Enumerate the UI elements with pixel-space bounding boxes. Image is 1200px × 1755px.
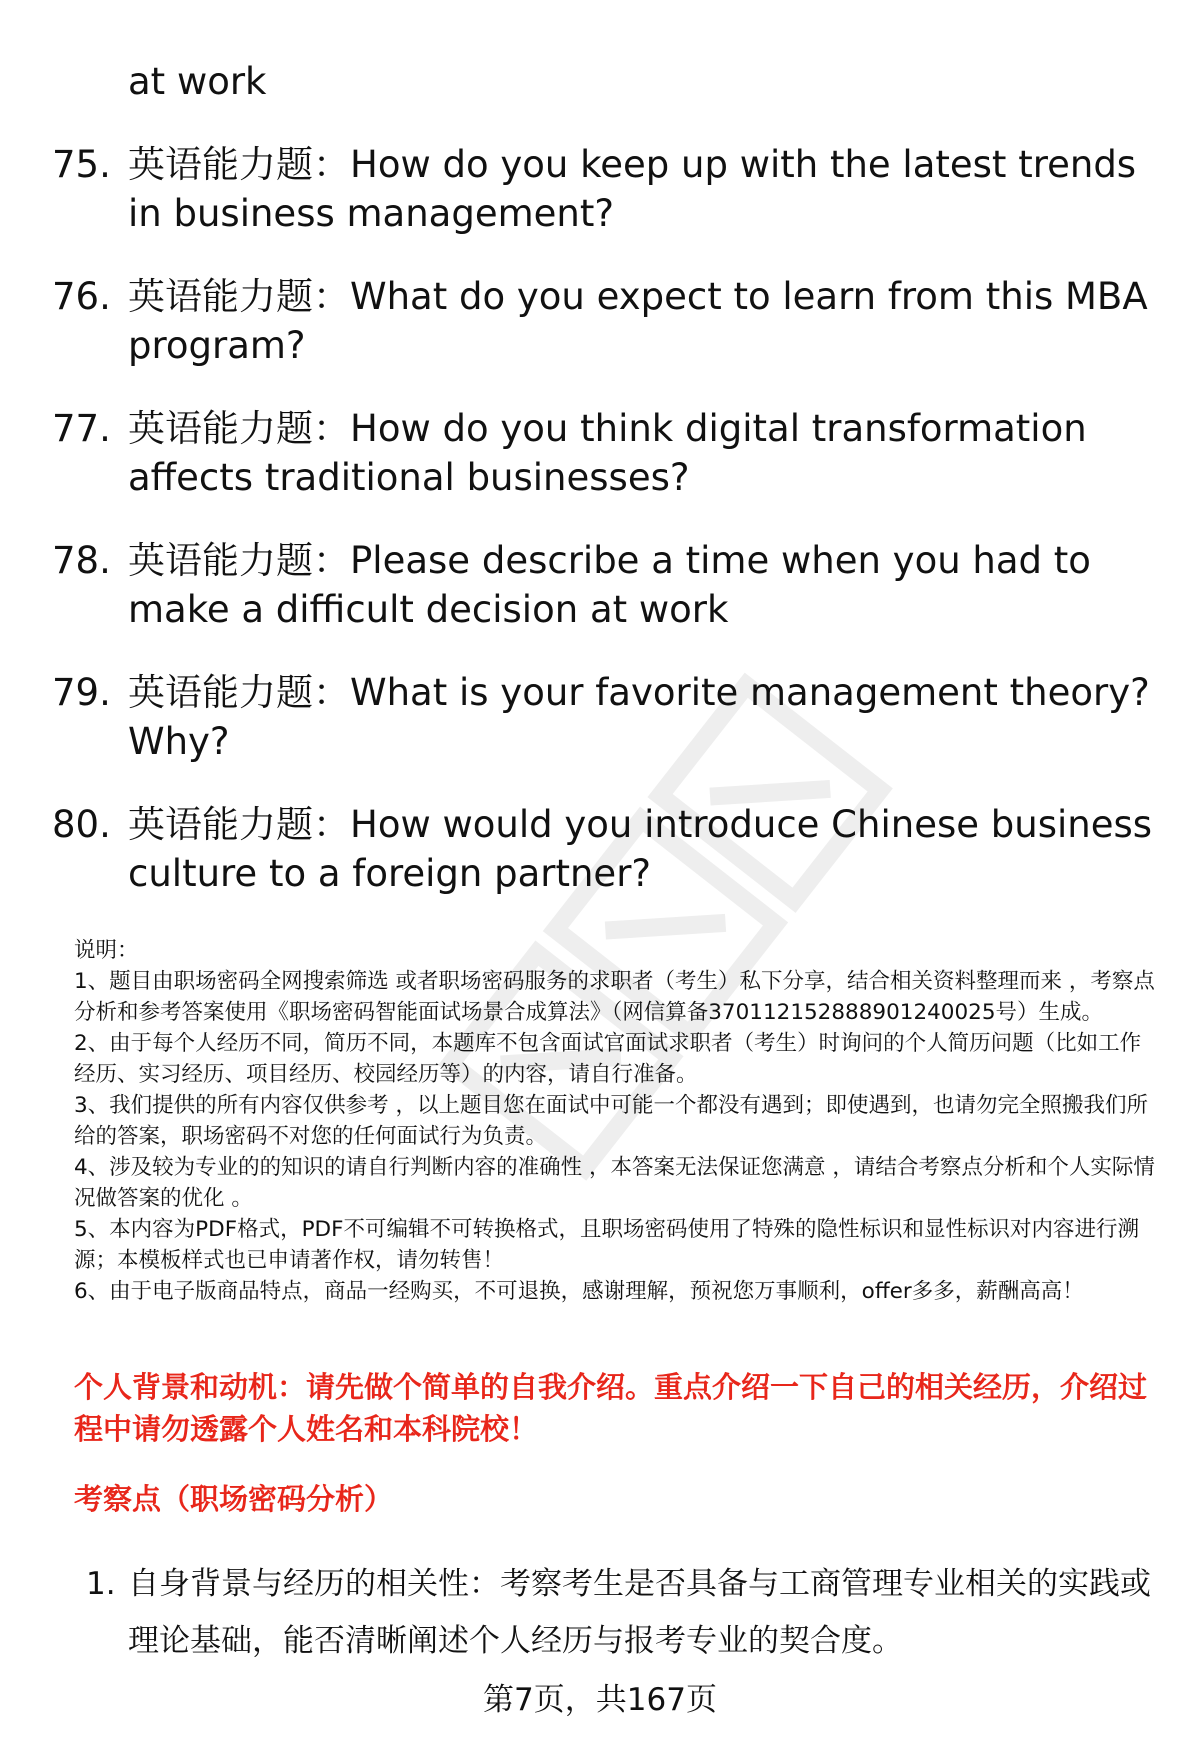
notes-title: 说明： <box>74 938 139 963</box>
question-text: 英语能力题：Please describe a time when you had to make a difficult decision at work <box>128 539 1091 631</box>
question-item <box>52 272 1162 370</box>
question-text: 英语能力题：How do you keep up with the latest trends in business management? <box>128 143 1137 235</box>
point-number: 1. <box>86 1566 116 1602</box>
question-number: 78. <box>52 539 111 582</box>
question-list <box>52 140 1162 932</box>
question-number: 80. <box>52 803 111 846</box>
question-item <box>52 140 1162 238</box>
note-item: 5、本内容为PDF格式，PDF不可编辑不可转换格式，且职场密码使用了特殊的隐性标识和显性标识对内容进行溯源；本模板样式也已申请著作权，请勿转售！ <box>74 1217 1139 1273</box>
question-number: 76. <box>52 275 111 318</box>
question-text: 英语能力题：What do you expect to learn from this MBA program? <box>128 275 1148 367</box>
question-item <box>52 536 1162 634</box>
note-item: 6、由于电子版商品特点，商品一经购买，不可退换，感谢理解，预祝您万事顺利，offer多多，薪酬高高！ <box>74 1279 1084 1304</box>
note-item: 3、我们提供的所有内容仅供参考 ，以上题目您在面试中可能一个都没有遇到；即使遇到，也请勿完全照搬我们所给的答案，职场密码不对您的任何面试行为负责。 <box>74 1093 1149 1149</box>
note-item: 1、题目由职场密码全网搜索筛选 或者职场密码服务的求职者（考生）私下分享，结合相关资料整理而来 ，考察点分析和参考答案使用《职场密码智能面试场景合成算法》（网信算备370112152888901240025号）生成。 <box>74 969 1155 1025</box>
question-continuation: at work <box>128 60 267 103</box>
analysis-point <box>86 1556 1166 1670</box>
disclaimer-notes <box>74 935 1159 1307</box>
question-item <box>52 404 1162 502</box>
analysis-heading: 考察点（职场密码分析） <box>74 1482 394 1516</box>
note-item: 2、由于每个人经历不同，简历不同，本题库不包含面试官面试求职者（考生）时询问的个人简历问题（比如工作经历、实习经历、项目经历、校园经历等）的内容，请自行准备。 <box>74 1031 1142 1087</box>
question-number: 77. <box>52 407 111 450</box>
point-text: 自身背景与经历的相关性：考察考生是否具备与工商管理专业相关的实践或理论基础，能否清晰阐述个人经历与报考专业的契合度。 <box>128 1566 1151 1659</box>
note-item: 4、涉及较为专业的的知识的请自行判断内容的准确性 ，本答案无法保证您满意 ，请结合考察点分析和个人实际情况做答案的优化 。 <box>74 1155 1155 1211</box>
question-text: 英语能力题：What is your favorite management theory? Why? <box>128 671 1150 763</box>
question-text: 英语能力题：How would you introduce Chinese business culture to a foreign partner? <box>128 803 1153 895</box>
page-footer: 第7页，共167页 <box>483 1682 717 1718</box>
question-number: 75. <box>52 143 111 186</box>
question-text: 英语能力题：How do you think digital transformation affects traditional businesses? <box>128 407 1087 499</box>
featured-question: 个人背景和动机：请先做个简单的自我介绍。重点介绍一下自己的相关经历，介绍过程中请勿透露个人姓名和本科院校！ <box>74 1370 1148 1446</box>
question-number: 79. <box>52 671 111 714</box>
question-item <box>52 800 1162 898</box>
question-item <box>52 668 1162 766</box>
